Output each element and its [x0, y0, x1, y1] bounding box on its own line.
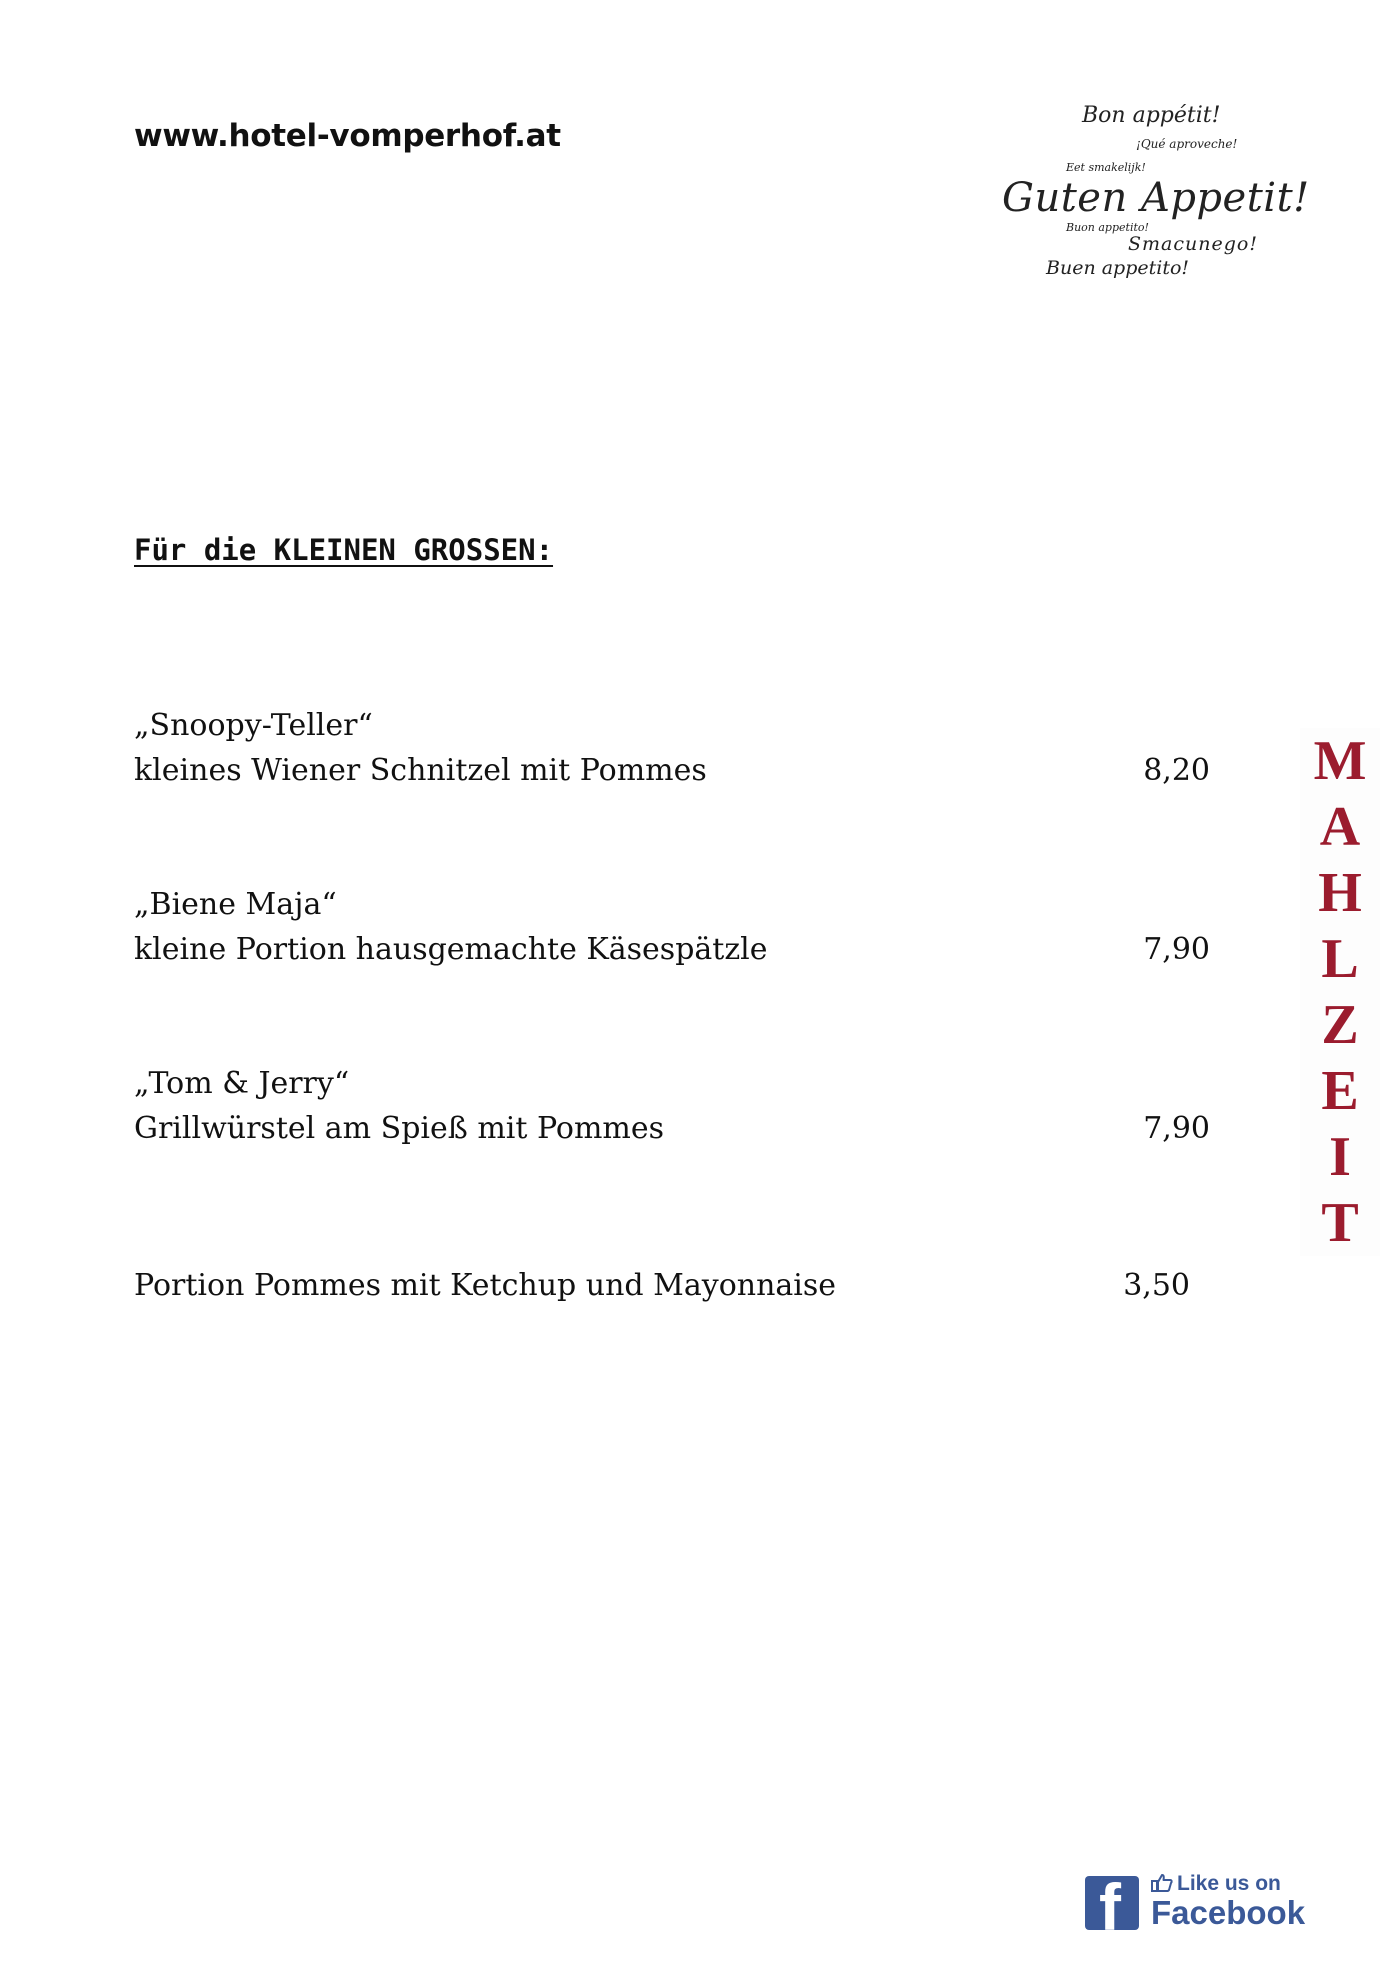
item-description: Portion Pommes mit Ketchup und Mayonnaise	[134, 1268, 837, 1303]
facebook-like-badge[interactable]	[1085, 1872, 1335, 1932]
banner-letter: I	[1329, 1126, 1351, 1188]
item-price: 8,20	[1143, 753, 1210, 788]
banner-letter: Z	[1321, 994, 1359, 1056]
facebook-icon	[1085, 1876, 1139, 1930]
facebook-like-line	[1151, 1872, 1281, 1896]
banner-letter: T	[1321, 1192, 1359, 1254]
banner-letter: H	[1318, 862, 1362, 924]
thumbs-up-icon	[1151, 1874, 1173, 1892]
facebook-logo-letter: f	[1099, 1876, 1121, 1930]
item-name: „Tom & Jerry“	[134, 1066, 350, 1101]
guten-appetit-logo	[990, 95, 1320, 305]
item-price: 7,90	[1143, 1111, 1210, 1146]
item-price: 3,50	[1123, 1268, 1190, 1303]
logo-line-smacunego: Smacunego!	[1128, 233, 1258, 255]
facebook-like-text: Like us on	[1177, 1872, 1281, 1895]
logo-line-buen-appetito: Buen appetito!	[1046, 257, 1190, 279]
logo-line-eet-smakelijk: Eet smakelijk!	[1066, 161, 1146, 174]
logo-line-guten-appetit: Guten Appetit!	[1002, 175, 1310, 221]
item-name: „Biene Maja“	[134, 887, 337, 922]
banner-letter: L	[1321, 928, 1359, 990]
item-description: kleines Wiener Schnitzel mit Pommes	[134, 753, 707, 788]
banner-letter: E	[1321, 1060, 1359, 1122]
website-url[interactable]: www.hotel-vomperhof.at	[134, 118, 561, 154]
section-heading: Für die KLEINEN GROSSEN:	[134, 533, 554, 567]
logo-line-buon-appetito: Buon appetito!	[1066, 221, 1149, 234]
logo-line-que-aproveche: ¡Qué aproveche!	[1136, 137, 1238, 151]
banner-letter: A	[1319, 796, 1361, 858]
facebook-brand-text: Facebook	[1151, 1894, 1306, 1931]
item-description: kleine Portion hausgemachte Käsespätzle	[134, 932, 768, 967]
item-name: „Snoopy-Teller“	[134, 708, 373, 743]
mahlzeit-vertical-banner	[1300, 728, 1380, 1256]
item-price: 7,90	[1143, 932, 1210, 967]
logo-line-bon-appetit: Bon appétit!	[1082, 103, 1221, 128]
item-description: Grillwürstel am Spieß mit Pommes	[134, 1111, 665, 1146]
banner-letter: M	[1313, 730, 1367, 792]
